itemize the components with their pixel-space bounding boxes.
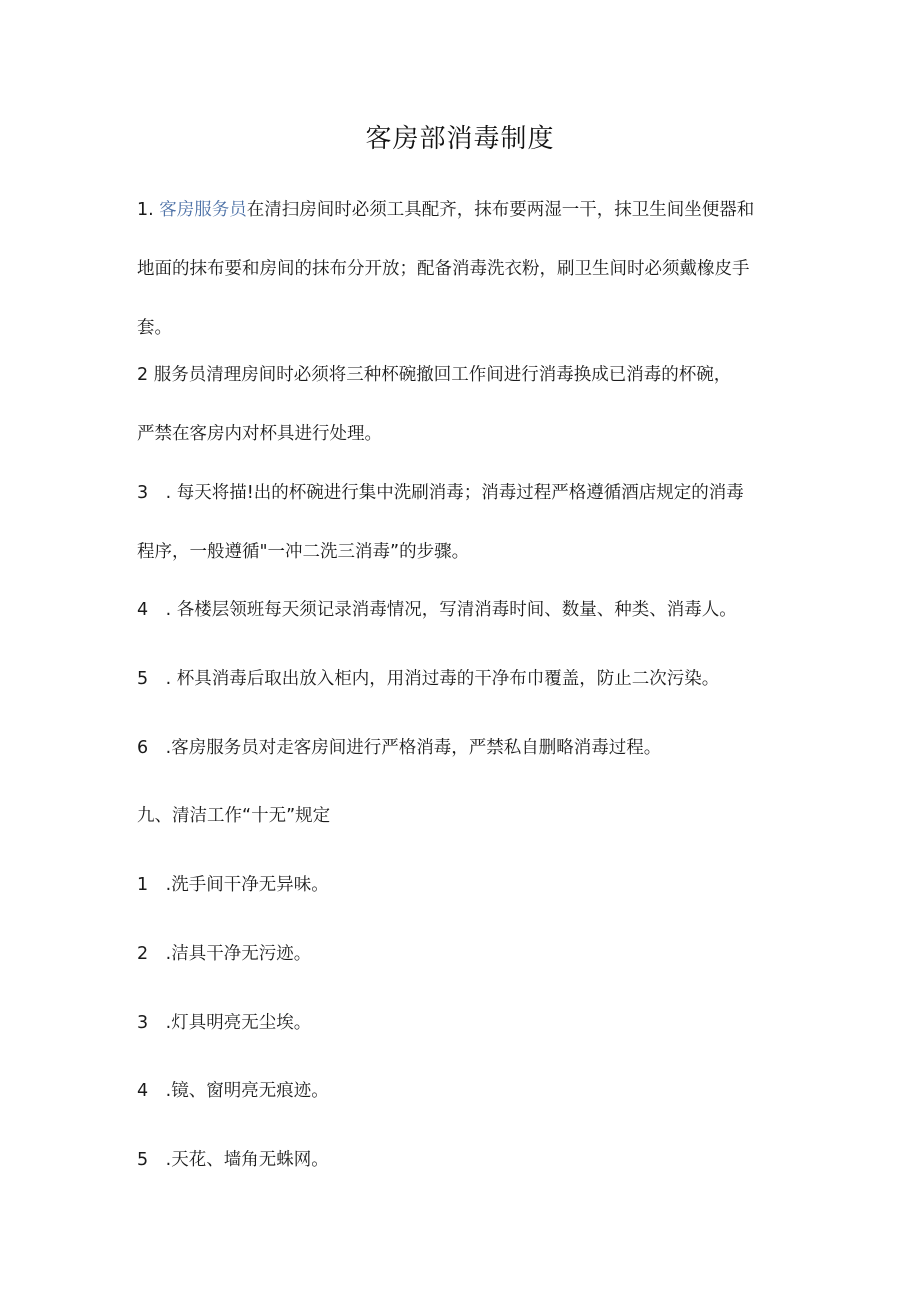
paragraph-line: 严禁在客房内对杯具进行处理。: [137, 424, 382, 444]
rule-text: 5 .天花、墙角无蛛网。: [137, 1150, 329, 1170]
section-heading: [137, 806, 787, 826]
paragraph-line: 2 服务员清理房间时必须将三种杯碗撤回工作间进行消毒换成已消毒的杯碗，: [137, 365, 732, 385]
rule-item: [137, 944, 787, 964]
item-number: 1.: [137, 200, 160, 220]
rule-item: [137, 1081, 787, 1101]
heading-text: 九、清洁工作“十无”规定: [137, 806, 331, 826]
paragraph-line: 地面的抹布要和房间的抹布分开放；配备消毒洗衣粉，刷卫生间时必须戴橡皮手: [137, 259, 750, 279]
paragraph-item-6: [137, 738, 787, 758]
paragraph-line: [137, 200, 787, 220]
paragraph-text: 在清扫房间时必须工具配齐，抹布要两湿一干，抹卫生间坐便器和: [246, 200, 755, 220]
rule-text: 3 .灯具明亮无尘埃。: [137, 1013, 312, 1033]
rule-text: 2 .洁具干净无污迹。: [137, 944, 312, 964]
rule-text: 4 .镜、窗明亮无痕迹。: [137, 1081, 329, 1101]
role-link[interactable]: 客房服务员: [159, 200, 247, 220]
rule-item: [137, 1150, 787, 1170]
rule-text: 1 .洗手间干净无异味。: [137, 875, 329, 895]
paragraph-line: 6 .客房服务员对走客房间进行严格消毒，严禁私自删略消毒过程。: [137, 738, 662, 758]
paragraph-item-5: [137, 669, 787, 689]
paragraph-item-3: [137, 483, 787, 562]
document-title: 客房部消毒制度: [365, 124, 555, 154]
paragraph-item-4: [137, 600, 787, 620]
paragraph-line: 套。: [137, 318, 172, 338]
rule-item: [137, 875, 787, 895]
paragraph-line: 4 . 各楼层领班每天须记录消毒情况，写清消毒时间、数量、种类、消毒人。: [137, 600, 737, 620]
paragraph-item-2: [137, 365, 787, 444]
paragraph-line: 程序，一般遵循"一冲二洗三消毒”的步骤。: [137, 542, 470, 562]
paragraph-line: 3 . 每天将描!出的杯碗进行集中洗刷消毒；消毒过程严格遵循酒店规定的消毒: [137, 483, 744, 503]
paragraph-item-1: [137, 200, 787, 338]
paragraph-line: 5 . 杯具消毒后取出放入柜内，用消过毒的干净布巾覆盖，防止二次污染。: [137, 669, 720, 689]
rule-item: [137, 1013, 787, 1033]
